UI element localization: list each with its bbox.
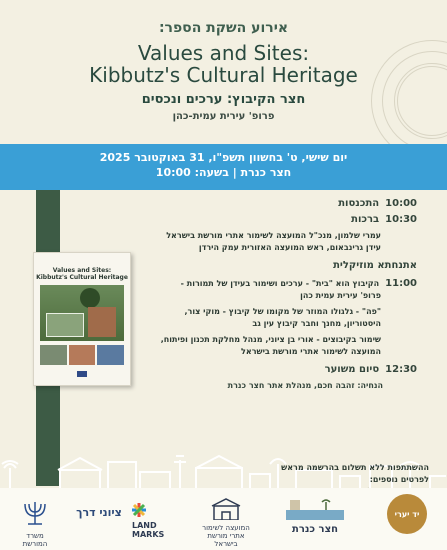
musical-interlude: אתנחתא מוזיקלית <box>333 260 417 271</box>
book-cover-photo <box>40 285 124 341</box>
host-credit: הנחיה: זהבה חכם, מנהלת אתר חצר כנרת <box>227 381 383 390</box>
book-cover <box>33 252 131 386</box>
landmarks-logo-text: LAND MARKS <box>132 521 165 539</box>
council-logo-line1: המועצה לשימור <box>202 524 250 532</box>
yad-yaari-logo <box>384 494 430 534</box>
hebrew-subtitle: חצר הקיבוץ: ערכים ונכסים <box>141 92 306 107</box>
tziunei-derech-logo: ציוני דרך <box>76 506 122 519</box>
closing-time: 12:30 <box>385 364 417 375</box>
landmarks-star-icon <box>132 503 146 517</box>
book-cover-thumbnails <box>40 345 124 365</box>
talks-time: 11:00 <box>385 278 417 289</box>
talk-2-line-1: "פה" - גלגולו המוזר של מקומו של קיבוץ - מוקי צור, <box>184 307 381 316</box>
talk-3-line-2: המועצה לשימור אתרי מורשת בישראל <box>241 347 381 356</box>
menorah-icon <box>14 498 56 528</box>
ministry-logo-text: משרד המורשת <box>22 532 48 548</box>
council-logo <box>196 498 256 548</box>
author-name: פרופ' עירית עמית-כהן <box>172 111 275 122</box>
greeting-speaker-1: עמרי שלמון, מנכ"ל המועצה לשימור אתרי מורשת בישראל <box>166 231 381 240</box>
talk-3-line-1: שימור בקיבוצים - אורי בן ציוני, מנהל מחלקת תכנון ופיתוח, <box>160 335 381 344</box>
talk-2-line-2: היסטוריון, מחנך וחבר קיבוץ עין גב <box>252 319 381 328</box>
book-cover-title: Values and Sites: <box>52 267 112 274</box>
ministry-logo <box>14 498 56 548</box>
program-schedule <box>127 198 417 392</box>
greeting-speaker-2: עידן גרינבאום, ראש המועצה האזורית עמק הירדן <box>198 243 381 252</box>
book-title-line2: Kibbutz's Cultural Heritage <box>89 63 358 87</box>
registration-note: ההשתתפות ללא תשלום בהרשמה מראש <box>281 463 429 472</box>
book-title <box>0 42 447 86</box>
event-venue-time: חצר כנרת | בשעה: 10:00 <box>155 166 292 179</box>
gathering-label: התכנסות <box>338 198 380 209</box>
book-cover-subtitle: Kibbutz's Cultural Heritage <box>36 274 128 281</box>
book-title-line1: Values and Sites: <box>137 41 310 65</box>
kinneret-logo <box>286 498 344 535</box>
council-building-icon <box>196 498 256 520</box>
kinneret-landscape-icon <box>286 498 344 520</box>
book-cover-logo <box>77 371 87 377</box>
landmarks-logo <box>132 502 172 539</box>
greetings-label: ברכות <box>351 214 380 225</box>
greetings-time: 10:30 <box>385 214 417 225</box>
talk-1-line-1: הקיבוץ הוא "בית" - ערכים ושימור בעידן של תמורות - <box>180 279 380 288</box>
closing-label: סיום משוער <box>324 364 380 375</box>
poster-header <box>0 20 447 122</box>
event-date: יום שישי, ט' בחשוון תשפ"ו, 31 באוקטובר 2025 <box>99 151 348 164</box>
kinneret-logo-text: חצר כנרת <box>292 524 338 535</box>
more-info-label: לפרטים נוספים: <box>369 475 429 484</box>
date-bar <box>0 144 447 190</box>
gathering-time: 10:00 <box>385 198 417 209</box>
event-label: אירוע השקת הספר: <box>158 20 289 36</box>
council-logo-line2: אתרי מורשת בישראל <box>207 532 245 548</box>
talk-1-line-2: פרופ' עירית עמית כהן <box>300 291 381 300</box>
yad-yaari-seal-icon: יד יערי <box>387 494 427 534</box>
